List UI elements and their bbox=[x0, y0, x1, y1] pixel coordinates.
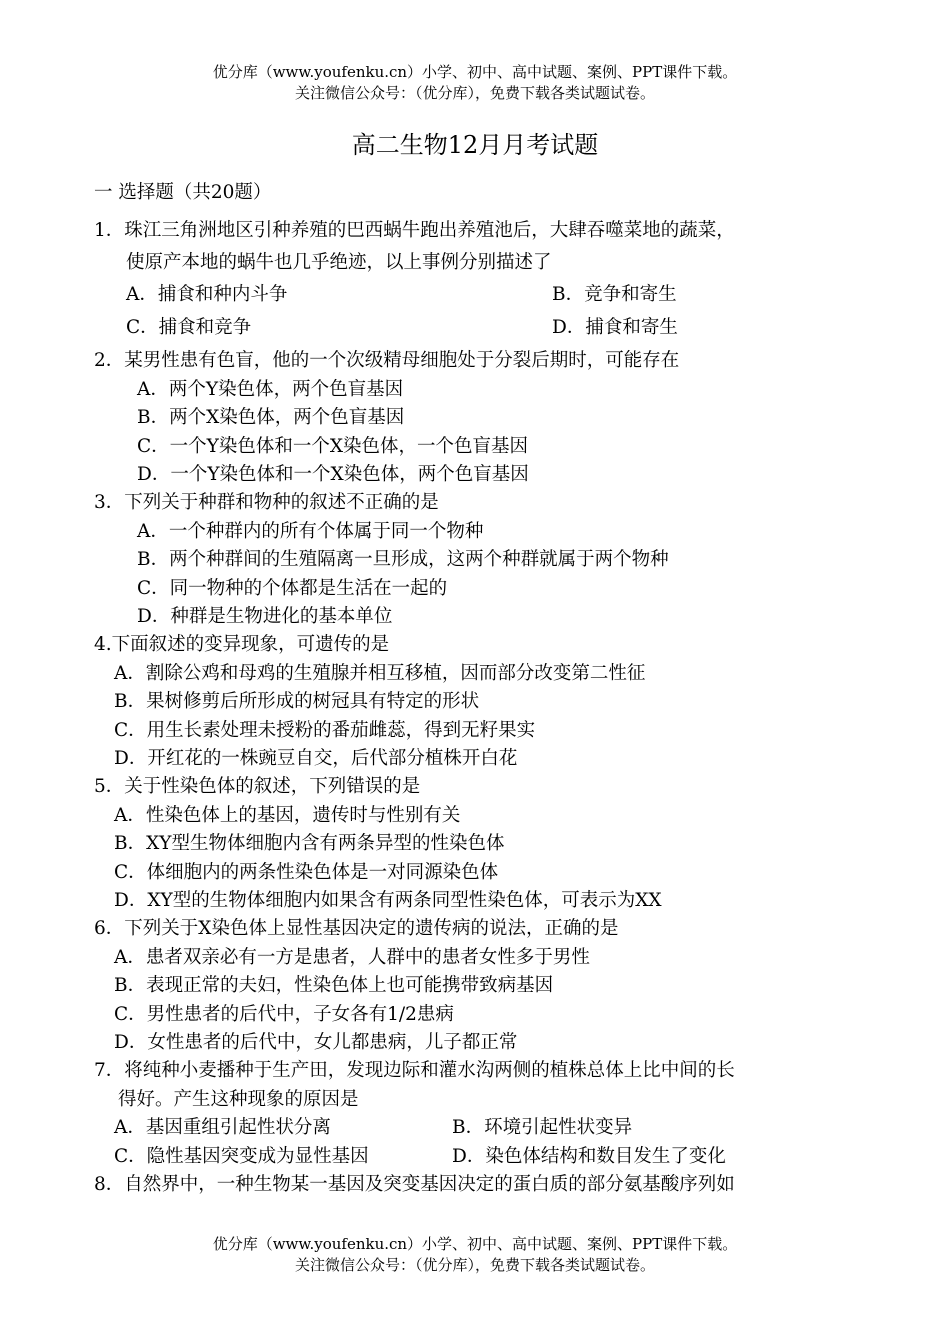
question-6-option-c: C．男性患者的后代中，子女各有1/2患病 bbox=[114, 1004, 454, 1025]
question-6-option-a: A．患者双亲必有一方是患者，人群中的患者女性多于男性 bbox=[114, 947, 590, 968]
page-footer bbox=[0, 1234, 950, 1276]
question-5-option-b: B．XY型生物体细胞内含有两条异型的性染色体 bbox=[114, 833, 505, 854]
footer-line-1: 优分库（www.youfenku.cn）小学、初中、高中试题、案例、PPT课件下载。 bbox=[212, 1235, 738, 1253]
question-3-option-c: C．同一物种的个体都是生活在一起的 bbox=[137, 578, 448, 599]
question-4-option-c: C．用生长素处理未授粉的番茄雌蕊，得到无籽果实 bbox=[114, 720, 536, 741]
question-6-stem: 6．下列关于X染色体上显性基因决定的遗传病的说法，正确的是 bbox=[94, 918, 619, 939]
footer-line-2: 关注微信公众号：（优分库），免费下载各类试题试卷。 bbox=[294, 1256, 655, 1274]
question-7-option-d: D．染色体结构和数目发生了变化 bbox=[452, 1146, 726, 1167]
question-2-option-b: B．两个X染色体，两个色盲基因 bbox=[137, 407, 405, 428]
question-2-option-d: D．一个Y染色体和一个X染色体，两个色盲基因 bbox=[137, 464, 529, 485]
question-2-option-a: A．两个Y染色体，两个色盲基因 bbox=[137, 379, 404, 400]
question-7-option-c: C．隐性基因突变成为显性基因 bbox=[114, 1146, 369, 1167]
question-3-stem: 3．下列关于种群和物种的叙述不正确的是 bbox=[94, 492, 439, 513]
question-3-option-a: A．一个种群内的所有个体属于同一个物种 bbox=[137, 521, 484, 542]
question-6-option-d: D．女性患者的后代中，女儿都患病，儿子都正常 bbox=[114, 1032, 518, 1053]
question-1-option-b: B．竞争和寄生 bbox=[552, 284, 677, 305]
question-1-stem-cont: 使原产本地的蜗牛也几乎绝迹，以上事例分别描述了 bbox=[126, 252, 552, 273]
question-6-option-b: B．表现正常的夫妇，性染色体上也可能携带致病基因 bbox=[114, 975, 554, 996]
question-3-option-d: D．种群是生物进化的基本单位 bbox=[137, 606, 393, 627]
question-3-option-b: B．两个种群间的生殖隔离一旦形成，这两个种群就属于两个物种 bbox=[137, 549, 669, 570]
question-2-stem: 2．某男性患有色盲，他的一个次级精母细胞处于分裂后期时，可能存在 bbox=[94, 350, 680, 371]
header-line-1: 优分库（www.youfenku.cn）小学、初中、高中试题、案例、PPT课件下载。 bbox=[212, 63, 738, 81]
question-1-option-d: D．捕食和寄生 bbox=[552, 317, 678, 338]
question-7-option-a: A．基因重组引起性状分离 bbox=[114, 1117, 331, 1138]
question-4-option-d: D．开红花的一株豌豆自交，后代部分植株开白花 bbox=[114, 748, 518, 769]
page-header bbox=[0, 62, 950, 104]
question-4-option-b: B．果树修剪后所形成的树冠具有特定的形状 bbox=[114, 691, 480, 712]
question-2-option-c: C．一个Y染色体和一个X染色体，一个色盲基因 bbox=[137, 436, 529, 457]
question-4-stem: 4.下面叙述的变异现象，可遗传的是 bbox=[94, 634, 390, 655]
question-1-option-c: C．捕食和竞争 bbox=[126, 317, 252, 338]
question-5-option-c: C．体细胞内的两条性染色体是一对同源染色体 bbox=[114, 862, 499, 883]
question-8-stem: 8．自然界中，一种生物某一基因及突变基因决定的蛋白质的部分氨基酸序列如 bbox=[94, 1174, 735, 1195]
question-4-option-a: A．割除公鸡和母鸡的生殖腺并相互移植，因而部分改变第二性征 bbox=[114, 663, 646, 684]
question-7-stem: 7．将纯种小麦播种于生产田，发现边际和灌水沟两侧的植株总体上比中间的长 bbox=[94, 1060, 735, 1081]
question-7-option-b: B．环境引起性状变异 bbox=[452, 1117, 633, 1138]
question-5-option-d: D．XY型的生物体细胞内如果含有两条同型性染色体，可表示为XX bbox=[114, 890, 662, 911]
page-title: 高二生物12月月考试题 bbox=[351, 131, 599, 159]
question-1-stem: 1．珠江三角洲地区引种养殖的巴西蜗牛跑出养殖池后，大肆吞噬菜地的蔬菜， bbox=[94, 220, 735, 241]
section-heading: 一 选择题（共20题） bbox=[94, 182, 272, 203]
question-5-option-a: A．性染色体上的基因，遗传时与性别有关 bbox=[114, 805, 461, 826]
question-5-stem: 5．关于性染色体的叙述，下列错误的是 bbox=[94, 776, 421, 797]
question-7-stem-cont: 得好。产生这种现象的原因是 bbox=[118, 1089, 359, 1110]
header-line-2: 关注微信公众号：（优分库），免费下载各类试题试卷。 bbox=[294, 84, 655, 102]
question-1-option-a: A．捕食和种内斗争 bbox=[126, 284, 288, 305]
